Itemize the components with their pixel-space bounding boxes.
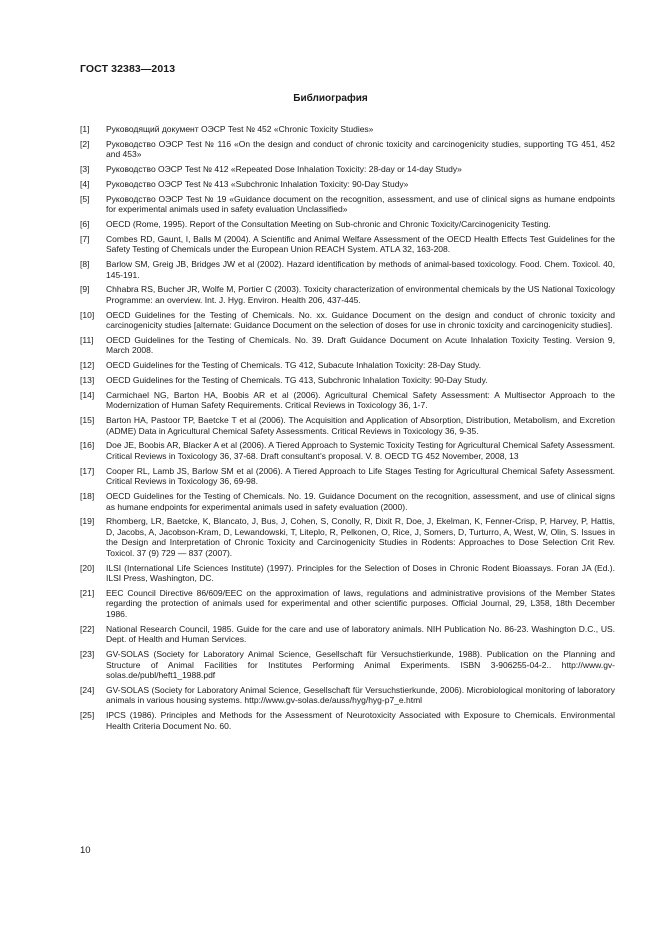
entry-number: [5]: [80, 193, 90, 204]
bibliography-entry: [80, 710, 615, 731]
bibliography-entry: [80, 588, 615, 620]
entry-number: [10]: [80, 309, 95, 320]
bibliography-entry: [80, 466, 615, 487]
entry-number: [11]: [80, 334, 94, 345]
bibliography-entry: [80, 335, 615, 356]
bibliography-entry: [80, 685, 615, 706]
entry-text: EEC Council Directive 86/609/EEC on the approximation of laws, regulations and administrative provisions of the Member States regarding the protection of animals used for experimental and other scientific purposes. Official Journal, 29, L358, 18th December 1986.: [106, 587, 615, 619]
entry-number: [8]: [80, 259, 90, 270]
entry-text: Barton HA, Pastoor TP, Baetcke T et al (2006). The Acquisition and Application of Absorption, Distribution, Metabolism, and Excretion (ADME) Data in Agricultural Chemical Safety Assessments. Critical Reviews in Toxicology 36, 9-35.: [106, 415, 615, 436]
entry-number: [19]: [80, 516, 95, 527]
bibliography-entry: [80, 516, 615, 558]
bibliography-entry: [80, 415, 615, 436]
entry-text: Cooper RL, Lamb JS, Barlow SM et al (2006). A Tiered Approach to Life Stages Testing for Agricultural Chemical Safety Assessment. Critical Reviews in Toxicology 36, 69-98.: [106, 465, 615, 487]
entry-text: OECD Guidelines for the Testing of Chemicals. No. 39. Draft Guidance Document on Acute Inhalation Toxicity Testing. Version 9, March 2008.: [106, 334, 615, 356]
entry-number: [7]: [80, 233, 90, 244]
entry-number: [12]: [80, 360, 95, 371]
bibliography-entry: [80, 440, 615, 461]
bibliography-entry: [80, 259, 615, 280]
entry-text: GV-SOLAS (Society for Laboratory Animal Science, Gesellschaft für Versuchstierkunde, 2006). Microbiological monitoring of laboratory animals in various housing systems. http://www.gv-solas.de/auss/hyg/hyg-p7_e.html: [106, 684, 615, 706]
entry-text: Руководство ОЭСР Test № 19 «Guidance document on the recognition, assessment, and use of clinical signs as humane endpoints for experimental animals used in safety evaluation Unclassified»: [106, 193, 615, 215]
entry-number: [16]: [80, 440, 95, 451]
entry-text: Rhomberg, LR, Baetcke, K, Blancato, J, Bus, J, Cohen, S, Conolly, R, Dixit R, Doe, J, Ekelman, K, Fenner-Crisp, P, Harvey, P, Hattis, D, Jacobs, A, Jacobson-Kram, D, Lewandowski, T, Liteplo, R, Pelkonen, O, Rice, J, Somers, D, Turturro, A, West, W, Olin, S. Issues in the Design and Interpretation of Chronic Toxicity and Carcinogenicity Studies in Rodents: Approaches to Dose Selection Crit Rev. Toxicol. 37 (9) 729 — 837 (2007).: [106, 516, 615, 558]
entry-number: [3]: [80, 164, 90, 175]
entry-number: [9]: [80, 284, 90, 295]
bibliography-entry: [80, 194, 615, 215]
entry-number: [6]: [80, 218, 90, 229]
bibliography-entry: [80, 360, 615, 371]
entry-text: Barlow SM, Greig JB, Bridges JW et al (2002). Hazard identification by methods of animal-based toxicology. Food. Chem. Toxicol. 40, 145-191.: [106, 259, 615, 280]
entry-number: [17]: [80, 465, 95, 476]
entry-text: Руководство ОЭСР Test № 116 «On the design and conduct of chronic toxicity and carcinogenicity studies, supporting TG 451, 452 and 453»: [106, 138, 615, 160]
entry-text: OECD Guidelines for the Testing of Chemicals. No. xx. Guidance Document on the design and conduct of chronic toxicity and carcinogenicity studies [alternate: Guidance Document on the selection of doses for use in chronic toxicity and carcinogenicity studies].: [106, 309, 615, 331]
entry-number: [13]: [80, 375, 95, 386]
entry-text: Doe JE, Boobis AR, Blacker A et al (2006). A Tiered Approach to Systemic Toxicity Testing for Agricultural Chemical Safety Assessment. Critical Reviews in Toxicology 36, 37-68. Draft consultant’s proposal. V. 8. OECD TG 452 November, 2008, 13: [106, 440, 615, 461]
bibliography-entry: [80, 390, 615, 411]
entry-number: [18]: [80, 491, 95, 502]
entry-number: [24]: [80, 684, 95, 695]
entry-number: [21]: [80, 587, 95, 598]
bibliography-entry: [80, 179, 615, 190]
bibliography-entry: [80, 375, 615, 386]
entry-number: [22]: [80, 623, 95, 634]
entry-text: Combes RD, Gaunt, I, Balls M (2004). A Scientific and Animal Welfare Assessment of the OECD Health Effects Test Guidelines for the Safety Testing of Chemicals under the European Union REACH System. ATLA 32, 163-208.: [106, 233, 615, 255]
entry-text: OECD (Rome, 1995). Report of the Consultation Meeting on Sub-chronic and Chronic Toxicity/Carcinogenicity Testing.: [106, 218, 551, 229]
entry-number: [20]: [80, 562, 95, 573]
entry-number: [23]: [80, 649, 95, 660]
entry-text: Руководящий документ ОЭСР Test № 452 «Chronic Toxicity Studies»: [106, 124, 374, 134]
entry-number: [2]: [80, 138, 90, 149]
bibliography-entry: [80, 139, 615, 160]
bibliography-entry: [80, 284, 615, 305]
bibliography-entry: [80, 563, 615, 584]
bibliography-entry: [80, 624, 615, 645]
entry-text: Руководство ОЭСР Test № 412 «Repeated Dose Inhalation Toxicity: 28-day or 14-day Study»: [106, 164, 462, 175]
bibliography-entry: [80, 649, 615, 681]
entry-number: [4]: [80, 178, 90, 189]
bibliography-entry: [80, 234, 615, 255]
bibliography-entry: [80, 164, 615, 175]
entry-text: National Research Council, 1985. Guide for the care and use of laboratory animals. NIH Publication No. 86-23. Washington D.C., US. Dept. of Health and Human Services.: [106, 623, 615, 645]
entry-text: ILSI (International Life Sciences Institute) (1997). Principles for the Selection of Doses in Chronic Rodent Bioassays. Foran JA (Ed.). ILSI Press, Washington, DC.: [106, 562, 615, 584]
entry-text: OECD Guidelines for the Testing of Chemicals. No. 19. Guidance Document on the recognition, assessment, and use of clinical signs as humane endpoints for experimental animals used in safety evaluation (2000).: [106, 491, 615, 512]
entry-number: [15]: [80, 415, 95, 426]
document-code: ГОСТ 32383—2013: [80, 63, 176, 75]
bibliography-entry: [80, 219, 615, 230]
bibliography-list: [80, 124, 615, 735]
entry-number: [1]: [80, 124, 90, 134]
entry-text: Chhabra RS, Bucher JR, Wolfe M, Portier C (2003). Toxicity characterization of environmental chemicals by the US National Toxicology Programme: an overview. Int. J. Hyg. Environ. Health 206, 437-445.: [106, 284, 615, 305]
entry-text: GV-SOLAS (Society for Laboratory Animal Science, Gesellschaft für Versuchstierkunde, 1988). Publication on the Planning and Structure of Animal Facilities for Institutes Performing Animal Experiments. ISBN 3-906255-04-2.. http://www.gv-solas.de/publ/heft1_1988.pdf: [106, 649, 615, 681]
entry-number: [14]: [80, 389, 95, 400]
page-number: 10: [80, 845, 91, 856]
bibliography-entry: [80, 124, 615, 135]
entry-number: [25]: [80, 710, 95, 721]
entry-text: Руководство ОЭСР Test № 413 «Subchronic Inhalation Toxicity: 90-Day Study»: [106, 178, 409, 189]
entry-text: IPCS (1986). Principles and Methods for the Assessment of Neurotoxicity Associated with Exposure to Chemicals. Environmental Health Criteria Document No. 60.: [106, 710, 615, 731]
entry-text: Carmichael NG, Barton HA, Boobis AR et al (2006). Agricultural Chemical Safety Assessment: A Multisector Approach to the Modernization of Human Safety Requirements. Critical Reviews in Toxicology 36, 1-7.: [106, 389, 615, 411]
bibliography-entry: [80, 310, 615, 331]
bibliography-entry: [80, 491, 615, 512]
page-title: Библиография: [293, 93, 368, 104]
entry-text: OECD Guidelines for the Testing of Chemicals. TG 412, Subacute Inhalation Toxicity: 28-Day Study.: [106, 360, 481, 371]
entry-text: OECD Guidelines for the Testing of Chemicals. TG 413, Subchronic Inhalation Toxicity: 90-Day Study.: [106, 375, 488, 386]
